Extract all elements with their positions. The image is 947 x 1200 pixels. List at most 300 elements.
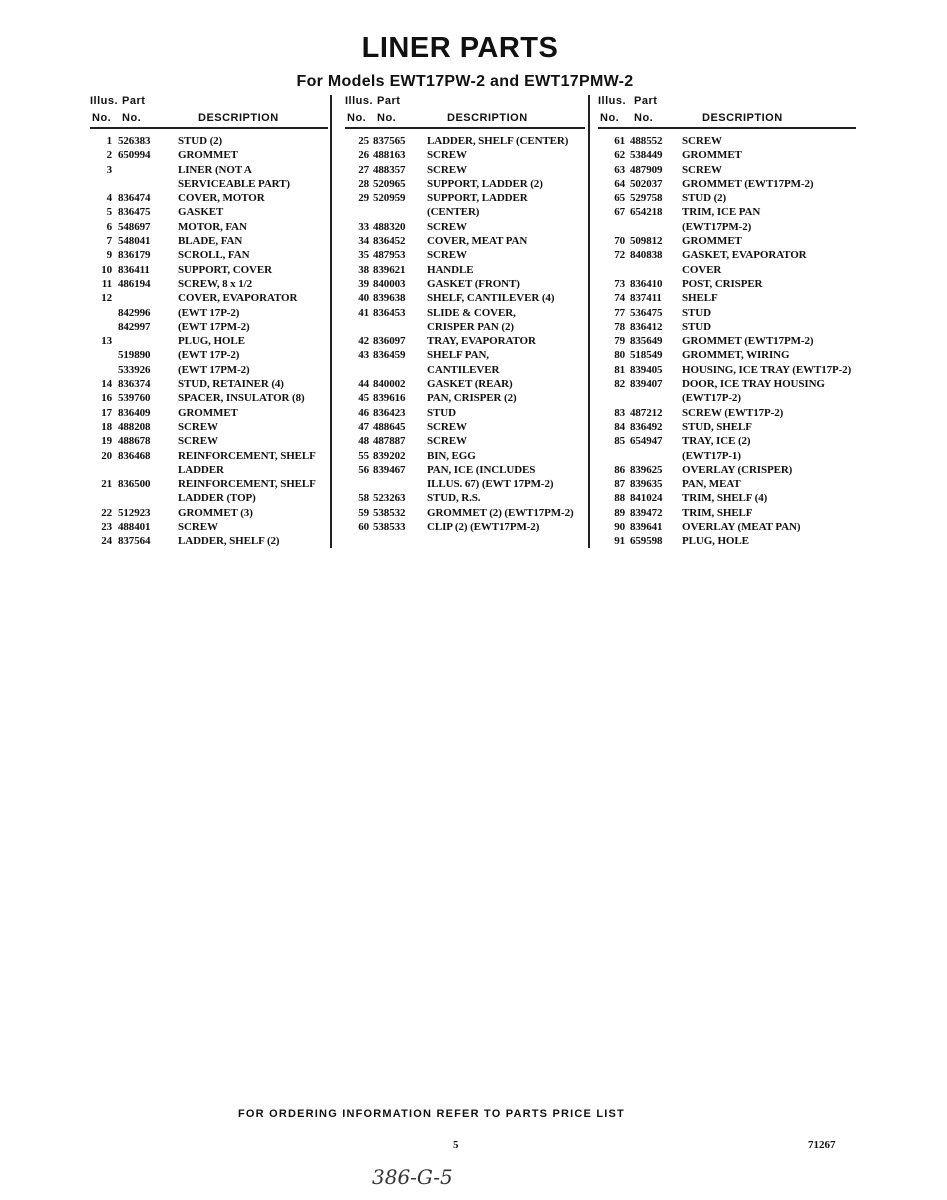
part-number: 536475 — [630, 306, 663, 319]
part-row — [345, 148, 585, 162]
part-description: STUD — [682, 306, 711, 319]
part-row — [90, 406, 328, 420]
part-row — [598, 377, 856, 391]
part-row — [90, 306, 328, 320]
illus-number: 33 — [358, 220, 369, 233]
part-row — [345, 506, 585, 520]
part-row — [598, 263, 856, 277]
part-row — [598, 334, 856, 348]
illus-number: 55 — [358, 449, 369, 462]
part-row — [598, 163, 856, 177]
part-row — [598, 306, 856, 320]
document-number: 71267 — [808, 1139, 836, 1151]
part-row — [90, 420, 328, 434]
part-number: 487953 — [373, 249, 406, 262]
part-number: 835649 — [630, 335, 663, 348]
illus-number: 65 — [614, 192, 625, 205]
part-row — [345, 220, 585, 234]
header-description: DESCRIPTION — [447, 112, 528, 124]
part-description: (EWT17P-2) — [682, 392, 741, 405]
part-number: 488678 — [118, 435, 151, 448]
part-number: 520959 — [373, 192, 406, 205]
part-description: STUD (2) — [178, 135, 223, 147]
part-row — [598, 220, 856, 234]
part-row — [598, 234, 856, 248]
part-description: SCREW — [682, 163, 722, 176]
part-row — [598, 148, 856, 162]
part-row — [345, 191, 585, 205]
illus-number: 25 — [358, 135, 369, 147]
part-description: PLUG, HOLE — [682, 535, 749, 548]
part-description: (EWT 17PM-2) — [178, 363, 250, 376]
illus-number: 84 — [614, 420, 625, 433]
part-row — [345, 177, 585, 191]
header-illus-label: Illus. — [598, 95, 627, 107]
part-description: SCREW (EWT17P-2) — [682, 406, 784, 419]
part-number: 512923 — [118, 506, 151, 519]
part-description: (CENTER) — [427, 206, 480, 219]
illus-number: 6 — [106, 220, 112, 233]
part-description: SCREW — [427, 163, 467, 176]
part-row — [598, 134, 856, 148]
part-number: 839625 — [630, 463, 663, 476]
part-number: 488320 — [373, 220, 406, 233]
part-number: 836492 — [630, 420, 663, 433]
part-description: POST, CRISPER — [682, 277, 763, 290]
part-row — [90, 191, 328, 205]
part-row — [90, 248, 328, 262]
part-row — [345, 406, 585, 420]
page-subtitle: For Models EWT17PW-2 and EWT17PMW-2 — [296, 73, 634, 90]
illus-number: 10 — [101, 263, 112, 276]
part-number: 518549 — [630, 349, 663, 362]
illus-number: 2 — [106, 149, 112, 162]
part-number: 836097 — [373, 335, 406, 348]
part-number: 836474 — [118, 192, 151, 205]
part-number: 539760 — [118, 392, 151, 405]
part-description: SCREW — [427, 220, 467, 233]
part-row — [345, 320, 585, 334]
part-number: 659598 — [630, 535, 663, 548]
part-row — [90, 163, 328, 177]
part-number: 836412 — [630, 320, 663, 333]
part-description: ILLUS. 67) (EWT 17PM-2) — [427, 478, 554, 491]
parts-column-3 — [598, 93, 856, 549]
part-row — [345, 449, 585, 463]
part-number: 529758 — [630, 192, 663, 205]
illus-number: 78 — [614, 320, 625, 333]
illus-number: 3 — [106, 163, 112, 176]
part-description: (EWT17P-1) — [682, 449, 741, 462]
part-number: 487887 — [373, 435, 406, 448]
part-description: SCREW — [427, 149, 467, 162]
illus-number: 46 — [358, 406, 369, 419]
illus-number: 12 — [101, 292, 112, 305]
part-row — [90, 477, 328, 491]
part-description: SHELF — [682, 292, 718, 305]
part-number: 486194 — [118, 277, 151, 290]
part-description: PAN, ICE (INCLUDES — [427, 463, 536, 476]
part-row — [90, 391, 328, 405]
illus-number: 64 — [614, 177, 625, 190]
part-number: 836411 — [118, 263, 150, 276]
part-number: 487212 — [630, 406, 663, 419]
part-number: 523263 — [373, 492, 406, 505]
part-number: 836452 — [373, 235, 406, 248]
part-number: 836410 — [630, 277, 663, 290]
part-row — [90, 234, 328, 248]
part-description: GROMMET — [178, 406, 238, 419]
illus-number: 44 — [358, 378, 369, 391]
part-description: STUD, RETAINER (4) — [178, 378, 284, 391]
illus-number: 1 — [106, 135, 112, 147]
illus-number: 13 — [101, 335, 112, 348]
part-number: 842997 — [118, 320, 151, 333]
part-description: SCREW — [427, 435, 467, 448]
part-description: STUD, SHELF — [682, 420, 752, 433]
part-row — [598, 205, 856, 219]
part-number: 836500 — [118, 478, 151, 491]
part-row — [598, 248, 856, 262]
part-description: SCREW — [178, 435, 218, 448]
part-description: GASKET, EVAPORATOR — [682, 249, 807, 262]
part-row — [345, 277, 585, 291]
part-number: 519890 — [118, 349, 151, 362]
part-number: 520965 — [373, 177, 406, 190]
part-description: GROMMET — [682, 149, 742, 162]
part-description: GROMMET (2) (EWT17PM-2) — [427, 506, 574, 519]
part-number: 836409 — [118, 406, 151, 419]
illus-number: 35 — [358, 249, 369, 262]
part-description: CANTILEVER — [427, 363, 500, 376]
part-number: 654218 — [630, 206, 663, 219]
illus-number: 28 — [358, 177, 369, 190]
header-description: DESCRIPTION — [198, 112, 279, 124]
illus-number: 21 — [101, 478, 112, 491]
page-number: 5 — [453, 1139, 459, 1151]
part-row — [345, 334, 585, 348]
part-row — [345, 134, 585, 148]
part-description: LADDER — [178, 463, 224, 476]
header-illus-no: No. — [600, 112, 620, 124]
part-description: STUD, R.S. — [427, 492, 481, 505]
illus-number: 63 — [614, 163, 625, 176]
part-description: REINFORCEMENT, SHELF — [178, 478, 316, 491]
part-description: GASKET — [178, 206, 224, 219]
part-row — [598, 320, 856, 334]
part-number: 488645 — [373, 420, 406, 433]
part-row — [598, 463, 856, 477]
part-number: 842996 — [118, 306, 151, 319]
illus-number: 41 — [358, 306, 369, 319]
part-description: OVERLAY (MEAT PAN) — [682, 521, 801, 534]
illus-number: 43 — [358, 349, 369, 362]
part-description: MOTOR, FAN — [178, 220, 247, 233]
part-description: COVER, MEAT PAN — [427, 235, 528, 248]
part-row — [345, 520, 585, 534]
part-row — [90, 491, 328, 505]
part-description: STUD — [682, 320, 711, 333]
part-row — [345, 434, 585, 448]
part-description: TRAY, EVAPORATOR — [427, 335, 536, 348]
illus-number: 61 — [614, 135, 625, 147]
illus-number: 60 — [358, 521, 369, 534]
part-number: 840838 — [630, 249, 663, 262]
part-row — [598, 477, 856, 491]
illus-number: 11 — [101, 277, 112, 290]
part-description: PAN, MEAT — [682, 478, 741, 491]
part-row — [598, 406, 856, 420]
illus-number: 40 — [358, 292, 369, 305]
illus-number: 17 — [101, 406, 112, 419]
part-description: TRIM, SHELF (4) — [682, 492, 768, 505]
header-part-label: Part — [377, 95, 401, 107]
illus-number: 85 — [614, 435, 625, 448]
part-description: (EWT17PM-2) — [682, 220, 752, 233]
part-number: 488357 — [373, 163, 406, 176]
part-row — [90, 205, 328, 219]
part-description: PAN, CRISPER (2) — [427, 392, 517, 405]
illus-number: 90 — [614, 521, 625, 534]
part-number: 650994 — [118, 149, 151, 162]
part-description: CLIP (2) (EWT17PM-2) — [427, 521, 540, 534]
part-number: 837565 — [373, 135, 406, 147]
part-row — [90, 134, 328, 148]
illus-number: 47 — [358, 420, 369, 433]
part-number: 839638 — [373, 292, 406, 305]
illus-number: 38 — [358, 263, 369, 276]
part-number: 840002 — [373, 378, 406, 391]
part-row — [598, 420, 856, 434]
illus-number: 80 — [614, 349, 625, 362]
illus-number: 91 — [614, 535, 625, 548]
part-row — [90, 291, 328, 305]
part-row — [90, 320, 328, 334]
parts-column-2 — [345, 93, 585, 534]
column-header — [345, 93, 585, 129]
illus-number: 14 — [101, 378, 112, 391]
part-description: SUPPORT, LADDER (2) — [427, 177, 543, 190]
part-number: 538532 — [373, 506, 406, 519]
part-row — [598, 291, 856, 305]
part-row — [598, 520, 856, 534]
part-number: 533926 — [118, 363, 151, 376]
part-row — [90, 363, 328, 377]
part-row — [345, 491, 585, 505]
illus-number: 77 — [614, 306, 625, 319]
part-description: SCREW — [178, 521, 218, 534]
part-row — [345, 205, 585, 219]
illus-number: 88 — [614, 492, 625, 505]
illus-number: 20 — [101, 449, 112, 462]
illus-number: 16 — [101, 392, 112, 405]
part-description: SLIDE & COVER, — [427, 306, 516, 319]
part-description: SCREW, 8 x 1/2 — [178, 277, 252, 290]
part-description: SPACER, INSULATOR (8) — [178, 392, 305, 405]
illus-number: 18 — [101, 420, 112, 433]
part-row — [90, 520, 328, 534]
part-row — [598, 449, 856, 463]
part-description: BLADE, FAN — [178, 235, 243, 248]
illus-number: 24 — [101, 535, 112, 548]
part-number: 502037 — [630, 177, 663, 190]
illus-number: 81 — [614, 363, 625, 376]
part-description: SUPPORT, LADDER — [427, 192, 528, 205]
part-description: DOOR, ICE TRAY HOUSING — [682, 378, 825, 391]
part-number: 839616 — [373, 392, 406, 405]
part-number: 538449 — [630, 149, 663, 162]
illus-number: 29 — [358, 192, 369, 205]
illus-number: 87 — [614, 478, 625, 491]
header-illus-no: No. — [347, 112, 367, 124]
part-number: 839405 — [630, 363, 663, 376]
part-description: TRIM, SHELF — [682, 506, 753, 519]
illus-number: 62 — [614, 149, 625, 162]
part-row — [90, 463, 328, 477]
part-number: 488163 — [373, 149, 406, 162]
part-description: CRISPER PAN (2) — [427, 320, 514, 333]
part-row — [345, 291, 585, 305]
part-row — [345, 420, 585, 434]
part-row — [345, 263, 585, 277]
part-description: SHELF, CANTILEVER (4) — [427, 292, 555, 305]
part-number: 839467 — [373, 463, 406, 476]
part-row — [90, 148, 328, 162]
part-description: BIN, EGG — [427, 449, 476, 462]
illus-number: 7 — [106, 235, 112, 248]
illus-number: 34 — [358, 235, 369, 248]
part-row — [90, 377, 328, 391]
part-row — [90, 506, 328, 520]
part-description: SERVICEABLE PART) — [178, 177, 290, 190]
header-illus-no: No. — [92, 112, 112, 124]
illus-number: 67 — [614, 206, 625, 219]
part-number: 836459 — [373, 349, 406, 362]
part-description: GASKET (REAR) — [427, 378, 513, 391]
column-divider — [588, 95, 590, 548]
part-number: 526383 — [118, 135, 151, 147]
header-part-label: Part — [122, 95, 146, 107]
part-number: 839407 — [630, 378, 663, 391]
part-number: 488401 — [118, 521, 151, 534]
column-header — [598, 93, 856, 129]
part-row — [598, 506, 856, 520]
part-row — [598, 191, 856, 205]
part-row — [598, 363, 856, 377]
part-description: SCROLL, FAN — [178, 249, 250, 262]
illus-number: 82 — [614, 378, 625, 391]
part-number: 836423 — [373, 406, 406, 419]
part-number: 837411 — [630, 292, 662, 305]
illus-number: 5 — [106, 206, 112, 219]
part-description: LADDER (TOP) — [178, 492, 256, 505]
illus-number: 79 — [614, 335, 625, 348]
column-header — [90, 93, 328, 129]
illus-number: 73 — [614, 277, 625, 290]
part-description: OVERLAY (CRISPER) — [682, 463, 793, 476]
part-number: 509812 — [630, 235, 663, 248]
illus-number: 83 — [614, 406, 625, 419]
part-row — [345, 363, 585, 377]
part-description: SCREW — [682, 135, 722, 147]
part-description: GROMMET (EWT17PM-2) — [682, 335, 814, 348]
part-number: 840003 — [373, 277, 406, 290]
illus-number: 22 — [101, 506, 112, 519]
part-row — [598, 391, 856, 405]
illus-number: 70 — [614, 235, 625, 248]
part-description: TRIM, ICE PAN — [682, 206, 761, 219]
part-number: 548041 — [118, 235, 151, 248]
part-row — [598, 177, 856, 191]
part-description: (EWT 17P-2) — [178, 306, 240, 319]
header-description: DESCRIPTION — [702, 112, 783, 124]
header-part-no: No. — [634, 112, 654, 124]
part-number: 839472 — [630, 506, 663, 519]
part-description: HANDLE — [427, 263, 474, 276]
part-description: GROMMET (EWT17PM-2) — [682, 177, 814, 190]
part-row — [598, 277, 856, 291]
illus-number: 89 — [614, 506, 625, 519]
part-description: LINER (NOT A — [178, 163, 252, 176]
part-description: SHELF PAN, — [427, 349, 489, 362]
part-description: (EWT 17P-2) — [178, 349, 240, 362]
illus-number: 23 — [101, 521, 112, 534]
part-description: GROMMET — [178, 149, 238, 162]
illus-number: 39 — [358, 277, 369, 290]
part-description: TRAY, ICE (2) — [682, 435, 751, 448]
part-description: SCREW — [178, 420, 218, 433]
page-title: LINER PARTS — [361, 32, 559, 64]
handwritten-note: 386-G-5 — [372, 1165, 453, 1189]
part-description: PLUG, HOLE — [178, 335, 245, 348]
part-description: COVER, MOTOR — [178, 192, 265, 205]
illus-number: 74 — [614, 292, 625, 305]
part-description: STUD — [427, 406, 456, 419]
part-number: 836468 — [118, 449, 151, 462]
part-row — [598, 491, 856, 505]
illus-number: 19 — [101, 435, 112, 448]
part-number: 839202 — [373, 449, 406, 462]
part-row — [598, 534, 856, 548]
part-row — [345, 477, 585, 491]
part-row — [345, 306, 585, 320]
part-number: 836179 — [118, 249, 151, 262]
part-description: LADDER, SHELF (2) — [178, 535, 280, 548]
illus-number: 27 — [358, 163, 369, 176]
header-rule — [598, 127, 856, 129]
illus-number: 42 — [358, 335, 369, 348]
part-description: COVER, EVAPORATOR — [178, 292, 298, 305]
header-part-label: Part — [634, 95, 658, 107]
part-description: GROMMET, WIRING — [682, 349, 790, 362]
part-number: 836374 — [118, 378, 151, 391]
part-number: 836453 — [373, 306, 406, 319]
part-row — [90, 334, 328, 348]
part-description: GROMMET — [682, 235, 742, 248]
column-divider — [330, 95, 332, 548]
illus-number: 72 — [614, 249, 625, 262]
part-row — [345, 391, 585, 405]
part-description: STUD (2) — [682, 192, 727, 205]
illus-number: 86 — [614, 463, 625, 476]
part-row — [345, 377, 585, 391]
header-part-no: No. — [377, 112, 397, 124]
header-illus-label: Illus. — [345, 95, 374, 107]
part-row — [345, 463, 585, 477]
part-number: 836475 — [118, 206, 151, 219]
part-description: GASKET (FRONT) — [427, 277, 520, 290]
part-row — [345, 234, 585, 248]
